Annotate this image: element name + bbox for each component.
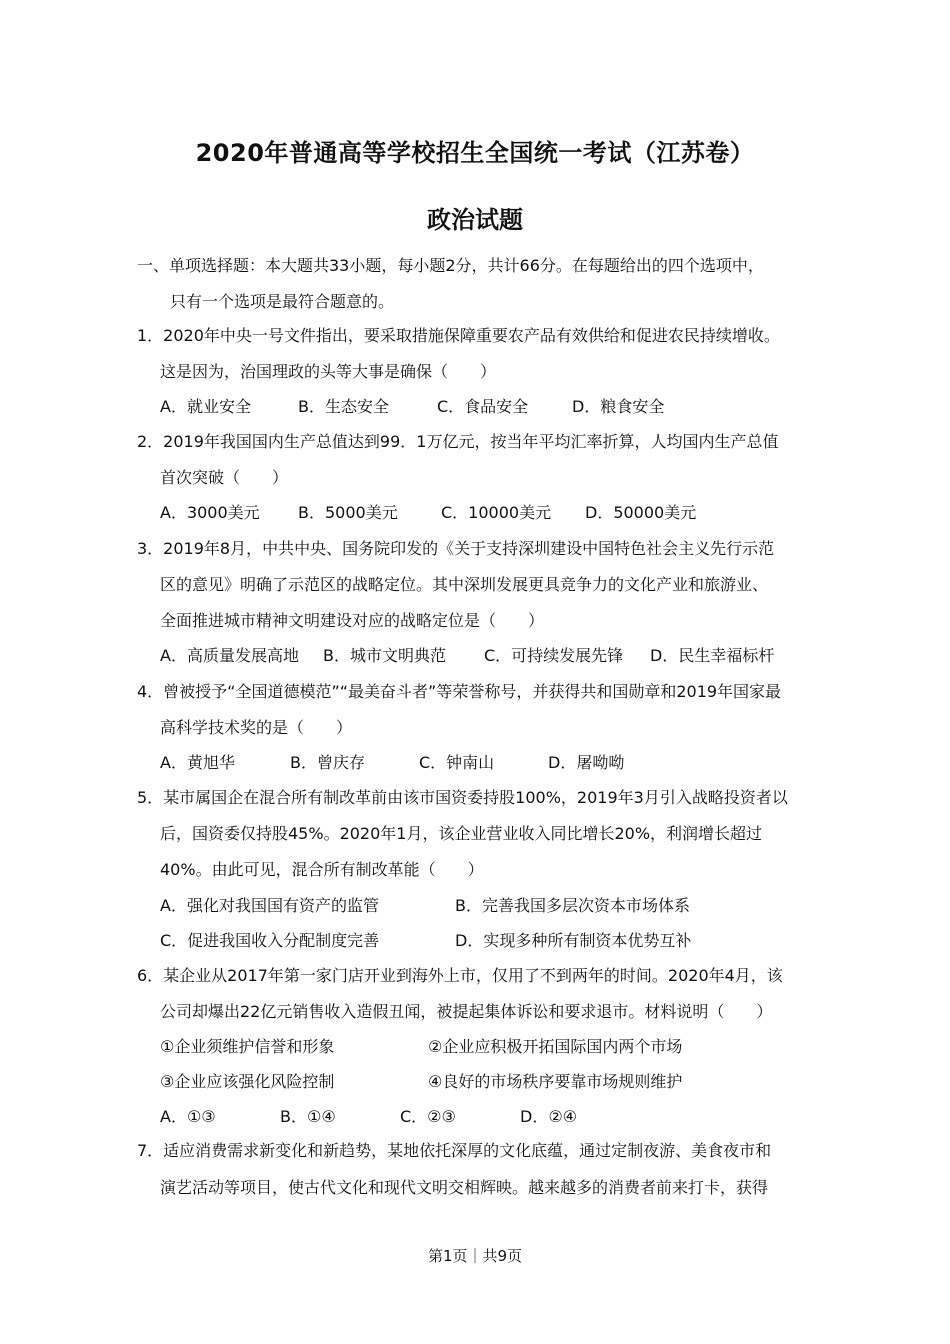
question-7-stem-cont: 演艺活动等项目，使古代文化和现代文明交相辉映。越来越多的消费者前来打卡，获得 (160, 1178, 769, 1197)
question-1-option-a: A．就业安全 (160, 397, 251, 416)
question-6-option-b: B．①④ (280, 1107, 336, 1126)
question-3-option-a: A．高质量发展高地 (160, 646, 299, 665)
question-3-stem-cont: 区的意见》明确了示范区的战略定位。其中深圳发展更具竞争力的文化产业和旅游业、 (160, 575, 769, 594)
question-1-option-c: C．食品安全 (437, 397, 529, 416)
question-6-option-c: C．②③ (400, 1107, 456, 1126)
question-3-option-d: D．民生幸福标杆 (650, 646, 775, 665)
exam-title: 2020年普通高等学校招生全国统一考试（江苏卷） (195, 139, 755, 167)
question-6-option-a: A．①③ (160, 1107, 216, 1126)
question-6-option-d: D．②④ (520, 1107, 578, 1126)
question-6-stem-cont: 公司却爆出22亿元销售收入造假丑闻，被提起集体诉讼和要求退市。材料说明（ ） (160, 1002, 773, 1021)
question-2-stem-cont: 首次突破（ ） (160, 468, 289, 487)
question-2-option-b: B．5000美元 (298, 503, 398, 522)
question-2-option-c: C．10000美元 (441, 503, 552, 522)
question-6-statement-3: ③企业应该强化风险控制 (160, 1072, 335, 1091)
question-1-option-d: D．粮食安全 (572, 397, 665, 416)
question-1-stem: 1．2020年中央一号文件指出，要采取措施保障重要农产品有效供给和促进农民持续增收。 (137, 326, 780, 345)
question-3-stem-cont-2: 全面推进城市精神文明建设对应的战略定位是（ ） (160, 611, 545, 630)
question-2-option-d: D．50000美元 (585, 503, 697, 522)
question-1-option-b: B．生态安全 (298, 397, 389, 416)
question-3-option-b: B．城市文明典范 (323, 646, 446, 665)
question-5-option-d: D．实现多种所有制资本优势互补 (455, 931, 692, 950)
question-2-option-a: A．3000美元 (160, 503, 260, 522)
question-5-option-a: A．强化对我国国有资产的监管 (160, 896, 379, 915)
exam-subtitle: 政治试题 (427, 206, 523, 234)
question-6-statement-1: ①企业须维护信誉和形象 (160, 1037, 335, 1056)
question-4-option-a: A．黄旭华 (160, 753, 235, 772)
question-3-option-c: C．可持续发展先锋 (484, 646, 624, 665)
question-6-statement-2: ②企业应积极开拓国际国内两个市场 (428, 1037, 683, 1056)
question-4-stem-cont: 高科学技术奖的是（ ） (160, 718, 353, 737)
question-5-option-c: C．促进我国收入分配制度完善 (160, 931, 380, 950)
question-5-option-b: B．完善我国多层次资本市场体系 (455, 896, 690, 915)
section-heading: 一、单项选择题：本大题共33小题，每小题2分，共计66分。在每题给出的四个选项中， (137, 256, 764, 275)
question-4-stem: 4．曾被授予“全国道德模范”“最美奋斗者”等荣誉称号，并获得共和国勋章和2019年国家最 (137, 682, 782, 701)
question-5-stem-cont: 后，国资委仅持股45%。2020年1月，该企业营业收入同比增长20%，利润增长超过 (160, 824, 763, 843)
question-5-stem-cont-2: 40%。由此可见，混合所有制改革能（ ） (160, 860, 484, 879)
question-3-stem: 3．2019年8月，中共中央、国务院印发的《关于支持深圳建设中国特色社会主义先行示范 (137, 539, 775, 558)
question-2-stem: 2．2019年我国国内生产总值达到99．1万亿元，按当年平均汇率折算，人均国内生产总值 (137, 432, 779, 451)
page-number: 第1页｜共9页 (427, 1247, 523, 1265)
section-heading-cont: 只有一个选项是最符合题意的。 (170, 292, 395, 311)
question-6-statement-4: ④良好的市场秩序要靠市场规则维护 (428, 1072, 683, 1091)
question-4-option-b: B．曾庆存 (290, 753, 365, 772)
question-1-stem-cont: 这是因为，治国理政的头等大事是确保（ ） (160, 362, 497, 381)
question-4-option-d: D．屠呦呦 (548, 753, 625, 772)
question-5-stem: 5．某市属国企在混合所有制改革前由该市国资委持股100%，2019年3月引入战略投资者以 (137, 788, 788, 807)
question-6-stem: 6．某企业从2017年第一家门店开业到海外上市，仅用了不到两年的时间。2020年4月，该 (137, 966, 783, 985)
question-7-stem: 7．适应消费需求新变化和新趋势，某地依托深厚的文化底蕴，通过定制夜游、美食夜市和 (137, 1141, 772, 1160)
question-4-option-c: C．钟南山 (419, 753, 495, 772)
